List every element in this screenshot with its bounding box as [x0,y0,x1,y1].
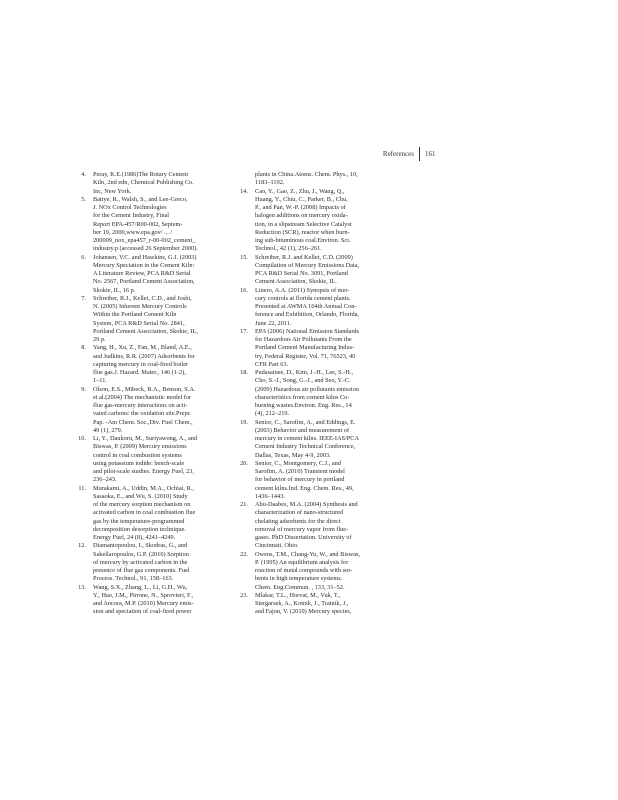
reference-line: Chem. Eng.Commun. , 133, 31–52. [255,583,345,591]
reference-line: et al.(2004) The mechanistic model for [93,393,192,401]
reference-number: 7. [81,294,86,302]
reference-entry [70,196,230,254]
reference-line: Process. Technol., 91, 158–163. [93,575,174,583]
reference-line: Reduction (SCR), reactor when burn- [255,228,350,236]
reference-line: characteristics from cement kilns Co- [255,393,350,401]
reference-entry [232,328,394,369]
reference-line: Kiln, 2nd edn, Chemical Publishing Co. [93,179,194,187]
reference-line: sion and speciation of coal-fired power [93,608,192,616]
reference-entry [232,171,394,188]
reference-line: tion, in a slipstream Selective Catalyst [255,220,352,228]
header-divider [419,147,420,161]
reference-line: plants in China.Atoms. Chem. Phys., 10, [255,171,358,178]
reference-number: 17. [240,327,248,335]
reference-line: Within the Portland Cement Kiln [93,311,177,319]
reference-text [93,542,230,583]
reference-line: halogen additions on mercury oxida- [255,212,348,220]
reference-number: 8. [81,344,86,352]
reference-line: 200009_nox_epa457_r-00-002_cement_ [93,237,196,244]
reference-text [255,369,394,419]
reference-line: decomposition desorption technique. [93,525,186,533]
reference-line: Li, Y., Daukoru, M., Suriyawong, A., and [93,435,198,442]
reference-number: 23. [240,591,248,599]
reference-line: using potassium iodide: bench-scale [93,459,185,467]
reference-line: Battye, R., Walsh, S., and Lee-Greco, [93,195,188,203]
reference-line: 29 p. [93,336,106,343]
reference-line: Johansen, V.C. and Hawkins, G.J. (2003) [93,253,197,261]
reference-entry [232,551,394,592]
reference-line: Sarofim, A. (2010) Transient model [255,468,345,475]
reference-number: 10. [78,435,86,442]
reference-line: 1–11. [93,377,107,385]
reference-line: PCA R&D Serial No. 3091, Portland [255,270,348,277]
reference-line: Linero, A.A. (2011) Synopsis of mer- [255,286,350,294]
reference-line: Y., Hao, J.M., Pirrone, N., Sprovieri, F., [93,591,194,599]
reference-text [93,584,230,617]
reference-line: Peray, K.E.(1986)The Rotary Cement [93,171,189,178]
reference-line: and Fajon, V. (2010) Mercury species, [255,608,352,616]
reference-line: Compilation of Mercury Emissions Data, [255,261,360,269]
references-column-right [232,171,394,617]
reference-line: activated carbon in coal combustion flue [93,509,196,517]
reference-line: Report EPA-457/R00-002, Septem- [93,220,183,228]
reference-entry [232,419,394,460]
reference-text [255,551,394,592]
reference-entry [70,435,230,485]
reference-line: A Literature Review, PCA R&D Serial [93,270,191,277]
reference-entry [70,295,230,345]
reference-line: 49 (1), 279. [93,426,123,434]
reference-line: capturing mercury in coal-fired boiler [93,360,189,368]
reference-line: Senior, C., Montgomery, C.J., and [255,459,341,467]
reference-entry [232,501,394,551]
reference-text [93,344,230,385]
reference-text [255,171,394,188]
reference-line: flue gas-mercury interactions on acti- [93,402,188,409]
reference-line: characterization of nano-structured [255,509,344,517]
reference-entry [70,542,230,583]
reference-number: 16. [240,286,248,294]
reference-line: ber 19, 2000,www.epa.gov/ ... / [93,228,173,236]
reference-line: removal of mercury vapor from flue- [255,525,349,533]
reference-line: Skokie, IL, 16 p. [93,286,136,294]
reference-line: Cement Association, Skokie, IL. [255,278,337,286]
reference-text [255,501,394,551]
reference-entry [232,254,394,287]
reference-text [255,419,394,460]
reference-entry [70,254,230,295]
reference-text [255,460,394,501]
reference-line: Cincinnati, Ohio. [255,542,299,550]
reference-number: 11. [78,484,86,492]
reference-entry [70,485,230,543]
reference-line: Diamantopoulou, I., Skodras, G., and [93,542,188,550]
reference-line: cury controls at florida cement plants. [255,294,351,302]
reference-number: 9. [81,385,86,393]
reference-number: 6. [81,253,86,261]
reference-line: Murakami, A., Uddin, M.A., Ochiai, R., [93,484,194,492]
reference-number: 19. [240,418,248,426]
reference-text [255,328,394,369]
reference-number: 22. [240,550,248,558]
reference-line: Yang, H., Xu, Z., Fan, M., Bland, A.E., [93,344,192,352]
reference-entry [232,188,394,254]
reference-number: 18. [240,369,248,376]
reference-line: cement kilns.Ind. Eng. Chem. Res., 49, [255,484,354,492]
reference-line: Huang, Y., Chiu, C., Parker, B., Chu, [255,195,348,203]
reference-entry [232,460,394,501]
reference-text [255,188,394,254]
reference-line: Mercury Speciation in the Cement Kiln: [93,261,195,269]
reference-line: of the mercury sorption mechanism on [93,501,191,508]
reference-number: 12. [78,542,86,550]
reference-line: flue gas.J. Hazard. Mater., 146 (1-2), [93,369,186,376]
reference-text [93,386,230,436]
reference-line: and pilot-scale studies. Energy Fuel, 23, [93,468,194,475]
reference-entry [70,584,230,617]
reference-line: 236–243. [93,476,117,484]
reference-line: Senior, C., Sarofim, A., and Eddings, E. [255,418,356,426]
page-number: 161 [425,150,436,158]
reference-line: Stergarsek, A., Kotnik, J., Tratnik, J., [255,600,349,607]
references-column-left [70,171,230,617]
reference-number: 21. [240,501,248,508]
reference-number: 20. [240,459,248,467]
reference-number: 4. [81,171,86,178]
reference-line: ference and Exhibition, Orlando, Florida, [255,311,360,319]
reference-line: (4), 212–219. [255,410,290,418]
reference-line: and Judkins, R.R. (2007) Adsorbents for [93,352,195,360]
reference-line: Pudasainee, D., Kim, J.-H., Lee, S.-H., [255,369,353,376]
reference-line: try, Federal Register, Vol. 71, 76523, 40 [255,352,356,360]
reference-text [93,171,230,196]
reference-line: presence of flue gas components. Fuel [93,567,190,574]
reference-line: Cao, Y., Gao, Z., Zhu, J., Wang, Q., [255,187,345,195]
reference-line: Portland Cement Manufacturing Indus- [255,344,355,352]
reference-line: Wang, S.X., Zhang, L., Li, G.H., Wu, [93,583,188,591]
reference-number: 13. [78,583,86,591]
reference-line: Dallas, Texas, May 4-9, 2003. [255,451,331,459]
reference-entry [232,592,394,617]
reference-line: Abu-Daabes, M.A. (2004) Synthesis and [255,501,358,508]
reference-line: 1183–1192. [255,179,285,187]
reference-line: for behavior of mercury in portland [255,476,345,484]
reference-line: gas by the temperature-programmed [93,517,185,525]
reference-line: Cement Industry Technical Conference, [255,443,356,451]
reference-text [93,196,230,254]
reference-line: N. (2005) Inherent Mercury Controls [93,303,187,310]
reference-entry [70,344,230,385]
reference-text [255,592,394,617]
reference-line: 1436–1443. [255,492,285,500]
reference-line: J. NOx Control Technologies [93,204,167,211]
reference-line: Schreiber, R.J. and Kellet, C.D. (2009) [255,253,353,261]
reference-line: industry.p (accessed 26 September 2000). [93,245,198,253]
reference-line: Sasaoka, E., and Wu, S. (2010) Study [93,492,188,500]
reference-line: Olson, E.S., Mibeck, B.A., Benson, S.A. [93,385,196,393]
reference-line: (2003) Behavior and measurement of [255,426,350,434]
reference-line: Pap. -Am Chem. Soc.,Div. Fuel Chem., [93,418,193,426]
reference-line: P. (1995) An equilibrium analysis for [255,558,349,566]
reference-text [93,485,230,543]
reference-text [93,254,230,295]
reference-line: Portland Cement Association, Skokie, IL, [93,327,198,335]
reference-line: mercury in cement kilns. IEEE-IAS/PCA [255,435,360,442]
reference-line: Cho, S.-J., Song, G.-J., and Seo, Y.-C. [255,377,351,385]
reference-line: Mlakar, T.L., Horvat, M., Vuk, T., [255,591,341,599]
reference-line: EPA (2006) National Emission Standards [255,327,360,335]
reference-line: Schreiber, R.J., Kellet, C.D., and Joshi, [93,294,192,302]
reference-line: Sakellaropoulos, G.P. (2010) Sorption [93,550,189,558]
reference-line: System, PCA R&D Serial No. 2841, [93,319,185,327]
reference-line: No. 2567, Portland Cement Association, [93,278,195,286]
reference-number: 14. [240,187,248,195]
reference-line: of mercury by activated carbon in the [93,558,188,566]
reference-line: Inc, New York. [93,187,132,195]
reference-line: and Ancora, M.P. (2010) Mercury emis- [93,600,194,607]
running-head-title: References [382,150,414,158]
reference-line: CFR Part 63. [255,360,289,368]
reference-entry [70,386,230,436]
reference-line: for Hazardous Air Pollutants From the [255,336,352,343]
reference-text [255,287,394,328]
reference-line: vated carbons: the oxidation site.Prepr. [93,410,191,418]
reference-line: June 22, 2011. [255,319,292,327]
reference-line: for the Cement Industry, Final [93,212,170,220]
reference-line: P., and Pan, W.-P. (2008) Impacts of [255,204,346,211]
reference-entry [232,287,394,328]
reference-line: Biswas, P. (2009) Mercury emissions [93,443,187,451]
reference-entry [70,171,230,196]
reference-line: Technol., 42 (1), 256–261. [255,245,322,253]
reference-line: gases. PhD Dissertation. University of [255,534,352,541]
reference-line: (2009) Hazardous air pollutants emission [255,385,359,393]
reference-line: burning wastes.Environ. Eng. Res., 14 [255,402,352,409]
reference-line: chelating adsorbents for the direct [255,517,341,525]
reference-line: Presented at AWMA 104th Annual Con- [255,303,357,310]
reference-entry [232,369,394,419]
reference-line: reaction of metal compounds with sor- [255,567,353,574]
reference-line: ing sub-bituminous coal.Environ. Sci. [255,237,351,244]
reference-line: Owens, T.M., Chang-Yu, W., and Biswas, [255,550,360,558]
reference-line: bents in high temperature systems. [255,575,343,583]
reference-line: Energy Fuel, 24 (8), 4241–4249. [93,534,176,541]
reference-number [232,171,255,188]
reference-number: 15. [240,253,248,261]
reference-text [93,435,230,485]
reference-text [255,254,394,287]
reference-number: 5. [81,195,86,203]
reference-line: control in coal combustion systems [93,451,182,459]
reference-text [93,295,230,345]
